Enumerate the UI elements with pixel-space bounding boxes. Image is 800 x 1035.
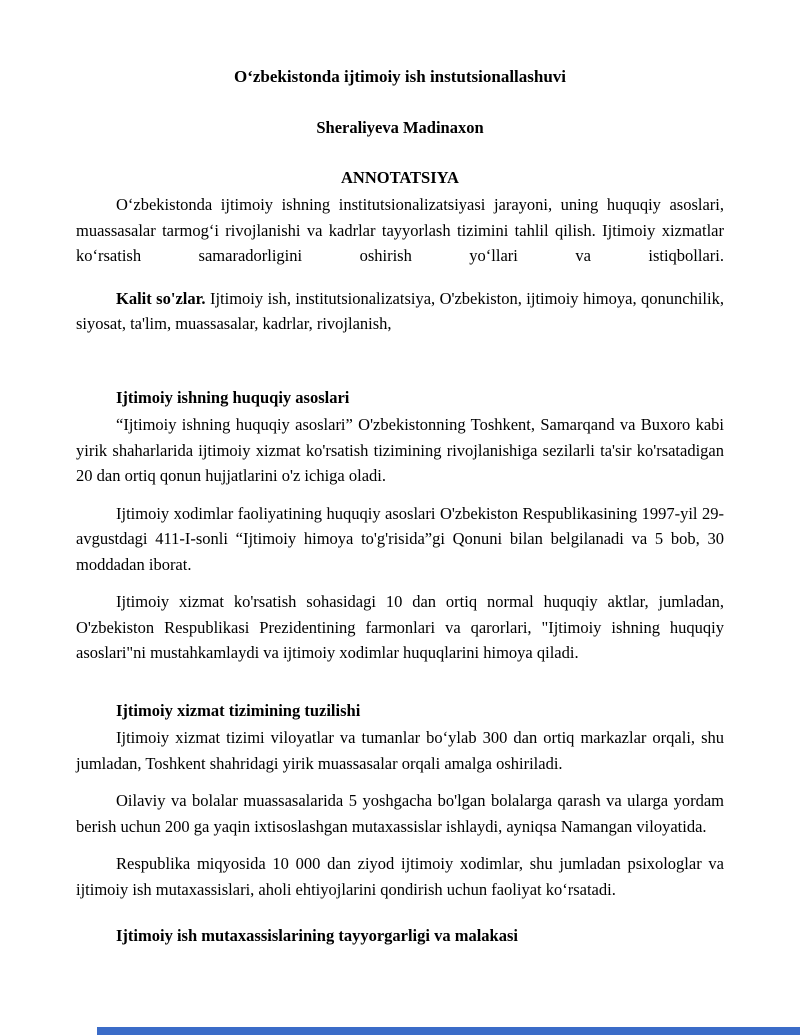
section-paragraph: Ijtimoiy xizmat tizimi viloyatlar va tumanlar bo‘ylab 300 dan ortiq markazlar orqali, shu jumladan, Toshkent shahridagi yirik muassasalar orqali amalga oshiriladi. [76,728,724,773]
document-title: O‘zbekistonda ijtimoiy ish instutsionallashuvi [233,67,567,86]
keywords-label: Kalit so'zlar. [116,288,206,308]
section-paragraph: Respublika miqyosida 10 000 dan ziyod ijtimoiy xodimlar, shu jumladan psixologlar va ijtimoiy ish mutaxassislari, aholi ehtiyojlarini qondirish uchun faoliyat ko‘rsatadi. [76,854,724,899]
keywords-paragraph [76,286,724,337]
section-paragraph: Ijtimoiy xodimlar faoliyatining huquqiy asoslari O'zbekiston Respublikasining 1997-yil 29-avgustdagi 411-I-sonli “Ijtimoiy himoya to'g'risida”gi Qonuni bilan belgilanadi va 5 bob, 30 moddadan iborat. [76,503,724,574]
section-paragraph: Oilaviy va bolalar muassasalarida 5 yoshgacha bo'lgan bolalarga qarash va ularga yordam berish uchun 200 ga yaqin ixtisoslashgan mutaxassislar ishlaydi, ayniqsa Namangan viloyatida. [76,791,724,836]
annotation-paragraph: O‘zbekistonda ijtimoiy ishning institutsionalizatsiyasi jarayoni, uning huquqiy asoslari, muassasalar tarmog‘i rivojlanishi va kadrlar tayyorlash tizimini tahlil qilish. Ijtimoiy xizmatlar ko‘rsatish samaradorligini oshirish yo‘llari va istiqbollari. [76,195,724,265]
keywords-text: Ijtimoiy ish, institutsionalizatsiya, O'zbekiston, ijtimoiy himoya, qonunchilik, siyosat, ta'lim, muassasalar, kadrlar, rivojlanish, [76,288,724,333]
section-heading-service-structure: Ijtimoiy xizmat tizimining tuzilishi [116,700,361,720]
section-heading-specialist-training: Ijtimoiy ish mutaxassislarining tayyorgarligi va malakasi [116,926,518,945]
section-paragraph: Ijtimoiy xizmat ko'rsatish sohasidagi 10 dan ortiq normal huquqiy aktlar, jumladan, O'zbekiston Respublikasi Prezidentining farmonlari va qarorlari, "Ijtimoiy ishning huquqiy asoslari"ni mustahkamlaydi va ijtimoiy xodimlar huquqlarini himoya qiladi. [76,592,724,662]
selection-highlight-bar [97,1027,800,1035]
section-paragraph: “Ijtimoiy ishning huquqiy asoslari” O'zbekistonning Toshkent, Samarqand va Buxoro kabi yirik shaharlarida ijtimoiy xizmat ko'rsatish tizimining rivojlanishiga sezilarli ta'sir ko'rsatadigan 20 dan ortiq qonun hujjatlarini o'z ichiga oladi. [76,415,724,485]
document-author: Sheraliyeva Madinaxon [316,118,484,137]
section-heading-legal-basis: Ijtimoiy ishning huquqiy asoslari [116,387,350,407]
annotation-heading: ANNOTATSIYA [341,168,459,187]
